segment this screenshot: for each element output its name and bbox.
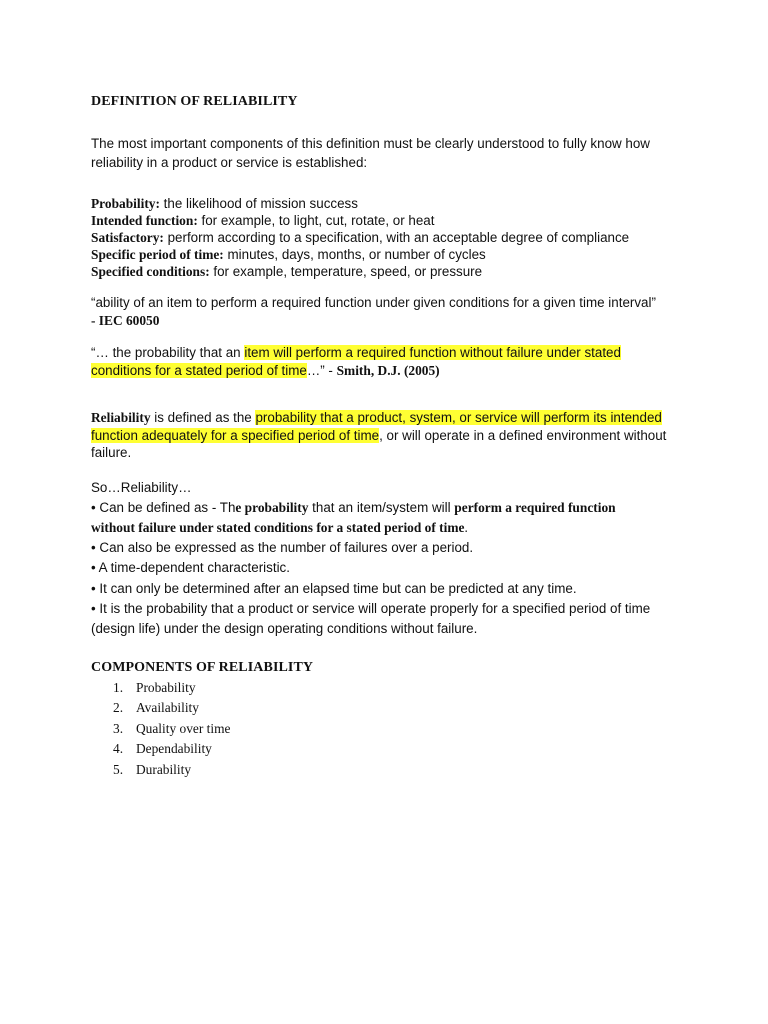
list-item-label: Dependability [136,741,212,757]
list-item-number: 3. [113,720,124,736]
list-item [91,760,691,781]
definition-desc: minutes, days, months, or number of cycles [223,247,486,262]
iec-quote [91,294,691,330]
definition-row [91,263,691,280]
iec-quote-source: - IEC 60050 [91,313,160,328]
list-item-number: 4. [113,741,124,757]
bullet-1-bold-1: e probability [235,499,309,515]
intro-line-1: The most important components of this definition must be clearly understood to fully know how [91,136,650,151]
bullet-item [91,498,691,539]
reliability-highlight-1: probability that a product, system, or service will perform its intended [255,410,662,425]
definition-row [91,212,691,229]
bullet-item: • It can only be determined after an elapsed time but can be predicted at any time. [91,580,577,596]
bullet-1-pre: • Can be defined as - Th [91,499,236,515]
list-item-label: Durability [136,761,192,777]
list-item-number: 2. [113,700,124,716]
list-item [91,678,691,699]
smith-quote-suffix: …” - [306,363,337,378]
smith-quote-highlight-2: conditions for a stated period of time [91,363,307,378]
definition-list [91,195,691,280]
bullet-1-bold-3: without failure under stated conditions for a stated period of time [91,519,465,535]
intro-paragraph [91,134,691,172]
definition-desc: perform according to a specification, with an acceptable degree of compliance [163,230,630,245]
smith-quote [91,344,691,380]
bullet-list [91,498,691,640]
section-heading-components: COMPONENTS OF RELIABILITY [91,659,314,675]
definition-desc: for example, temperature, speed, or pressure [209,264,483,279]
components-list [91,678,691,781]
smith-quote-highlight-1: item will perform a required function without failure under stated [244,345,621,360]
list-item [91,739,691,760]
reliability-post-1: , or will operate in a defined environment without [379,427,667,443]
definition-term: Satisfactory: [91,230,164,245]
document-content [91,92,691,780]
bullet-item [91,599,691,640]
reliability-term: Reliability [91,410,151,425]
bullet-1-mid: that an item/system will [308,499,455,515]
definition-row [91,229,691,246]
reliability-pre: is defined as the [150,410,256,425]
definition-term: Specific period of time: [91,247,224,262]
smith-quote-prefix: “… the probability that an [91,345,245,360]
reliability-paragraph [91,409,691,462]
bullet-1-end: . [464,519,468,535]
bullet-5-line-1: • It is the probability that a product or service will operate properly for a specified period of time [91,600,651,616]
reliability-post-2: failure. [91,445,132,460]
bullet-item: • Can also be expressed as the number of failures over a period. [91,540,474,556]
list-item [91,698,691,719]
definition-desc: for example, to light, cut, rotate, or heat [197,213,435,228]
smith-quote-source: Smith, D.J. (2005) [336,363,440,378]
list-item [91,719,691,740]
list-item-label: Availability [136,700,199,716]
reliability-highlight-2: function adequately for a specified period of time [91,427,380,443]
list-item-label: Probability [136,679,196,695]
definition-term: Specified conditions: [91,264,210,279]
definition-term: Intended function: [91,213,198,228]
iec-quote-text: “ability of an item to perform a required function under given conditions for a given time interval” [91,295,656,310]
list-item-label: Quality over time [136,720,231,736]
definition-desc: the likelihood of mission success [159,196,358,211]
list-item-number: 1. [113,679,124,695]
definition-row [91,246,691,263]
so-reliability-line: So…Reliability… [91,479,192,495]
definition-term: Probability: [91,196,160,211]
list-item-number: 5. [113,761,124,777]
intro-line-2: reliability in a product or service is established: [91,155,368,170]
section-heading-definition: DEFINITION OF RELIABILITY [91,94,298,109]
bullet-5-line-2: (design life) under the design operating conditions without failure. [91,621,478,637]
bullet-item: • A time-dependent characteristic. [91,560,290,576]
definition-row [91,195,691,212]
bullet-1-bold-2: perform a required function [454,499,616,515]
